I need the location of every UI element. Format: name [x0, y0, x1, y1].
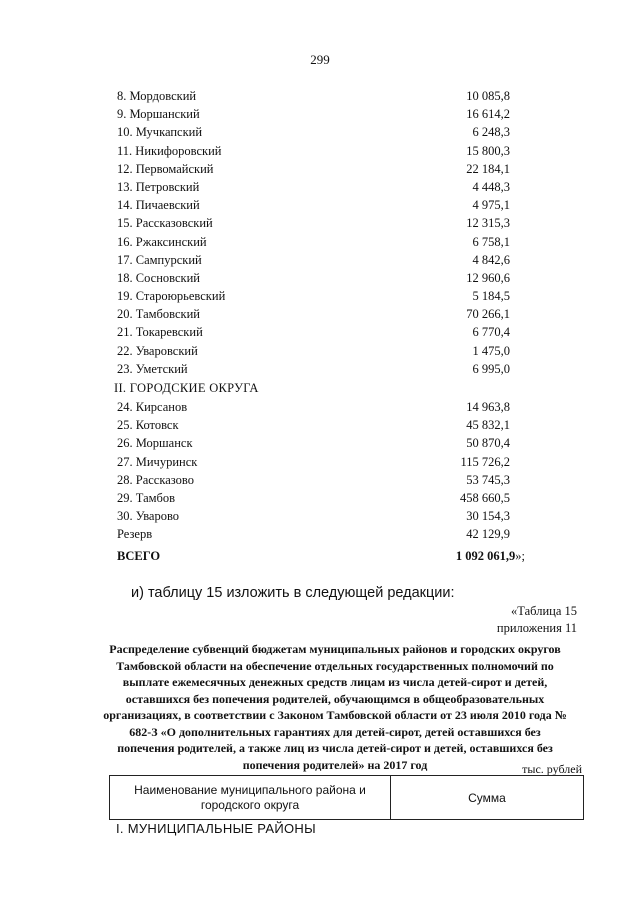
- list-item: [0, 434, 640, 452]
- city-amount: 458 660,5: [460, 490, 510, 505]
- table-heading: Распределение субвенций бюджетам муниципальных районов и городских округов Тамбовской области на обеспечение отдельных государственных полномочий по выплате ежемесячных денежных средств лицам из числа детей-сирот и детей, оставшихся без попечения родителей, обучающимся в общеобразовательных организациях, в соответствии с Законом Тамбовской области от 23 июля 2010 года № 682-З «О дополнительных гарантиях для детей-сирот, детей оставшихся без попечения родителей, а также лиц из числа детей-сирот и детей, оставшихся без попечения родителей» на 2017 год: [103, 642, 567, 772]
- instruction-text: и) таблицу 15 изложить в следующей редакции:: [131, 585, 455, 601]
- district-amount: 15 800,3: [466, 143, 510, 158]
- district-amount: 5 184,5: [472, 289, 510, 304]
- district-name: 21. Токаревский: [117, 325, 203, 340]
- city-name: 26. Моршанск: [117, 436, 193, 451]
- header-name-column: Наименование муниципального района и городского округа: [110, 776, 391, 819]
- district-name: 9. Моршанский: [117, 107, 200, 122]
- table-ref-line1: «Таблица 15: [511, 604, 577, 618]
- district-amount: 6 770,4: [472, 325, 510, 340]
- table-header: [109, 775, 584, 820]
- total-amount-group: [456, 547, 525, 565]
- district-name: 22. Уваровский: [117, 343, 198, 358]
- list-item: [0, 453, 640, 471]
- city-amount: 30 154,3: [466, 509, 510, 524]
- city-amount: 45 832,1: [466, 418, 510, 433]
- reserve-label: Резерв: [117, 527, 153, 542]
- list-item: [0, 360, 640, 378]
- subsidy-list: [0, 87, 640, 565]
- district-name: 19. Староюрьевский: [117, 289, 226, 304]
- list-item: [0, 196, 640, 214]
- list-item: [0, 105, 640, 123]
- district-amount: 10 085,8: [466, 89, 510, 103]
- list-item: [0, 251, 640, 269]
- table-reference: [497, 603, 577, 637]
- list-item: [0, 489, 640, 507]
- section-heading: [0, 378, 640, 398]
- list-item: [0, 142, 640, 160]
- list-item: [0, 178, 640, 196]
- list-item: [0, 471, 640, 489]
- district-amount: 4 842,6: [472, 252, 510, 267]
- list-item: [0, 269, 640, 287]
- total-label: ВСЕГО: [117, 548, 161, 563]
- city-name: 28. Рассказово: [117, 472, 194, 487]
- list-item: [0, 342, 640, 360]
- city-name: 27. Мичуринск: [117, 454, 198, 469]
- reserve-amount: 42 129,9: [466, 527, 510, 542]
- district-name: 11. Никифоровский: [117, 143, 222, 158]
- list-item: [0, 323, 640, 341]
- district-name: 23. Уметский: [117, 361, 188, 376]
- city-name: 29. Тамбов: [117, 490, 176, 505]
- district-name: 13. Петровский: [117, 179, 200, 194]
- section-title: II. ГОРОДСКИЕ ОКРУГА: [114, 381, 259, 395]
- list-item: [0, 416, 640, 434]
- city-amount: 50 870,4: [466, 436, 510, 451]
- header-sum-column: Сумма: [468, 790, 506, 805]
- city-amount: 53 745,3: [466, 472, 510, 487]
- district-amount: 22 184,1: [466, 161, 510, 176]
- list-item: [0, 507, 640, 525]
- district-amount: 4 448,3: [472, 179, 510, 194]
- district-amount: 1 475,0: [472, 343, 510, 358]
- total-row: [0, 547, 640, 565]
- sub-section-title: I. МУНИЦИПАЛЬНЫЕ РАЙОНЫ: [116, 821, 316, 836]
- district-name: 12. Первомайский: [117, 161, 214, 176]
- city-name: 25. Котовск: [117, 418, 179, 433]
- district-name: 14. Пичаевский: [117, 198, 200, 213]
- district-name: 15. Рассказовский: [117, 216, 213, 231]
- list-item: [0, 525, 640, 543]
- list-item: [0, 123, 640, 141]
- total-suffix: »;: [515, 548, 525, 563]
- list-item: [0, 305, 640, 323]
- page-number: 299: [310, 52, 330, 67]
- district-name: 10. Мучкапский: [117, 125, 203, 140]
- district-name: 8. Мордовский: [117, 89, 197, 103]
- city-name: 30. Уварово: [117, 509, 180, 524]
- unit-label: тыс. рублей: [522, 762, 582, 776]
- total-amount: 1 092 061,9: [455, 548, 516, 563]
- district-name: 20. Тамбовский: [117, 307, 200, 322]
- list-item: [0, 233, 640, 251]
- list-item: [0, 87, 640, 105]
- city-name: 24. Кирсанов: [117, 400, 188, 414]
- district-amount: 12 315,3: [466, 216, 510, 231]
- list-item: [0, 287, 640, 305]
- district-amount: 6 995,0: [472, 361, 510, 376]
- district-amount: 16 614,2: [466, 107, 510, 122]
- table-ref-line2: приложения 11: [496, 621, 577, 635]
- district-amount: 12 960,6: [466, 270, 510, 285]
- district-amount: 6 248,3: [472, 125, 510, 140]
- list-item: [0, 214, 640, 232]
- district-name: 16. Ржаксинский: [117, 234, 207, 249]
- district-name: 17. Сампурский: [117, 252, 202, 267]
- district-amount: 4 975,1: [472, 198, 510, 213]
- district-amount: 70 266,1: [466, 307, 510, 322]
- list-item: [0, 160, 640, 178]
- list-item: [0, 398, 640, 416]
- city-amount: 115 726,2: [460, 454, 510, 469]
- district-name: 18. Сосновский: [117, 270, 200, 285]
- city-amount: 14 963,8: [466, 400, 510, 414]
- district-amount: 6 758,1: [472, 234, 510, 249]
